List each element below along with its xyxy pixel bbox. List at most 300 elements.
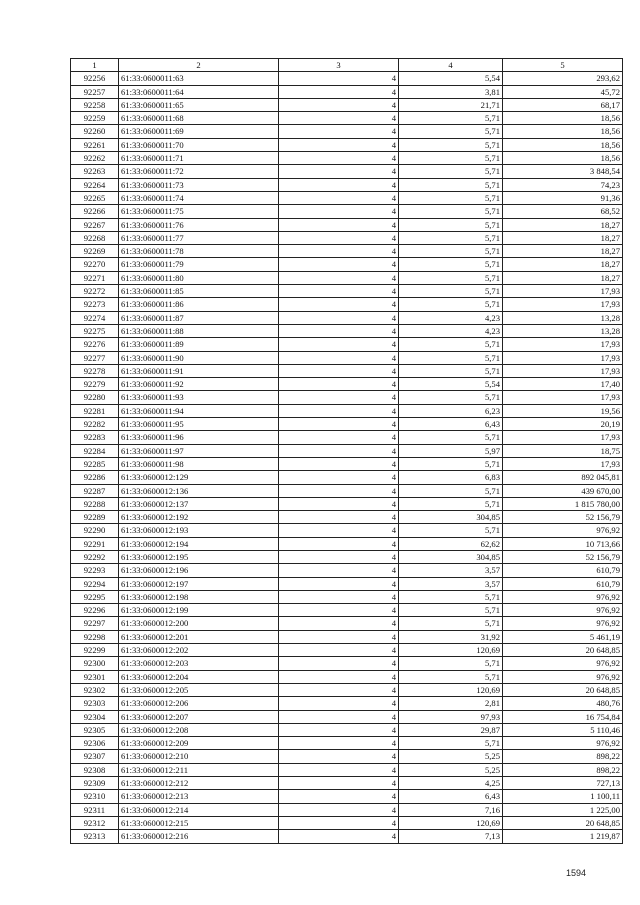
row-number: 92310	[71, 790, 119, 803]
cadastral-number: 61:33:0600012:197	[119, 577, 279, 590]
amount-value: 1 219,87	[503, 830, 623, 843]
group-code: 4	[279, 378, 399, 391]
cadastral-number: 61:33:0600012:129	[119, 471, 279, 484]
cadastral-number: 61:33:0600011:78	[119, 245, 279, 258]
group-code: 4	[279, 577, 399, 590]
table-row	[71, 324, 623, 337]
rate-value: 62,62	[399, 537, 503, 550]
rate-value: 5,71	[399, 338, 503, 351]
row-number: 92282	[71, 418, 119, 431]
group-code: 4	[279, 191, 399, 204]
table-row	[71, 790, 623, 803]
group-code: 4	[279, 298, 399, 311]
rate-value: 5,71	[399, 604, 503, 617]
data-table	[70, 58, 623, 844]
amount-value: 17,93	[503, 457, 623, 470]
table-row	[71, 444, 623, 457]
row-number: 92307	[71, 750, 119, 763]
rate-value: 5,71	[399, 670, 503, 683]
row-number: 92274	[71, 311, 119, 324]
amount-value: 20,19	[503, 418, 623, 431]
row-number: 92302	[71, 683, 119, 696]
cadastral-number: 61:33:0600012:196	[119, 564, 279, 577]
group-code: 4	[279, 431, 399, 444]
cadastral-number: 61:33:0600011:86	[119, 298, 279, 311]
amount-value: 898,22	[503, 763, 623, 776]
row-number: 92297	[71, 617, 119, 630]
rate-value: 5,71	[399, 178, 503, 191]
rate-value: 5,71	[399, 125, 503, 138]
group-code: 4	[279, 511, 399, 524]
cadastral-number: 61:33:0600012:201	[119, 630, 279, 643]
rate-value: 120,69	[399, 683, 503, 696]
group-code: 4	[279, 617, 399, 630]
table-row	[71, 577, 623, 590]
row-number: 92291	[71, 537, 119, 550]
group-code: 4	[279, 418, 399, 431]
cadastral-number: 61:33:0600011:63	[119, 72, 279, 85]
row-number: 92273	[71, 298, 119, 311]
rate-value: 4,25	[399, 777, 503, 790]
cadastral-number: 61:33:0600012:214	[119, 803, 279, 816]
rate-value: 5,71	[399, 138, 503, 151]
table-row	[71, 85, 623, 98]
table-row	[71, 258, 623, 271]
amount-value: 17,93	[503, 338, 623, 351]
group-code: 4	[279, 657, 399, 670]
cadastral-number: 61:33:0600011:94	[119, 404, 279, 417]
row-number: 92271	[71, 271, 119, 284]
row-number: 92277	[71, 351, 119, 364]
group-code: 4	[279, 178, 399, 191]
amount-value: 18,56	[503, 112, 623, 125]
amount-value: 18,75	[503, 444, 623, 457]
group-code: 4	[279, 112, 399, 125]
amount-value: 1 100,11	[503, 790, 623, 803]
group-code: 4	[279, 816, 399, 829]
cadastral-number: 61:33:0600011:64	[119, 85, 279, 98]
row-number: 92309	[71, 777, 119, 790]
amount-value: 18,27	[503, 271, 623, 284]
cadastral-number: 61:33:0600012:194	[119, 537, 279, 550]
cadastral-number: 61:33:0600011:79	[119, 258, 279, 271]
table-row	[71, 564, 623, 577]
amount-value: 976,92	[503, 670, 623, 683]
row-number: 92259	[71, 112, 119, 125]
rate-value: 7,13	[399, 830, 503, 843]
amount-value: 439 670,00	[503, 484, 623, 497]
cadastral-number: 61:33:0600011:80	[119, 271, 279, 284]
header-col-5: 5	[503, 59, 623, 72]
group-code: 4	[279, 245, 399, 258]
group-code: 4	[279, 85, 399, 98]
cadastral-number: 61:33:0600012:137	[119, 497, 279, 510]
row-number: 92280	[71, 391, 119, 404]
rate-value: 4,23	[399, 324, 503, 337]
rate-value: 304,85	[399, 511, 503, 524]
amount-value: 16 754,84	[503, 710, 623, 723]
cadastral-number: 61:33:0600011:73	[119, 178, 279, 191]
amount-value: 74,23	[503, 178, 623, 191]
row-number: 92284	[71, 444, 119, 457]
group-code: 4	[279, 537, 399, 550]
table-row	[71, 777, 623, 790]
table-row	[71, 511, 623, 524]
cadastral-number: 61:33:0600012:202	[119, 644, 279, 657]
group-code: 4	[279, 271, 399, 284]
rate-value: 5,71	[399, 285, 503, 298]
table-row	[71, 418, 623, 431]
amount-value: 727,13	[503, 777, 623, 790]
table-row	[71, 391, 623, 404]
rate-value: 5,71	[399, 737, 503, 750]
row-number: 92296	[71, 604, 119, 617]
table-row	[71, 763, 623, 776]
table-row	[71, 72, 623, 85]
table-row	[71, 311, 623, 324]
amount-value: 18,56	[503, 152, 623, 165]
group-code: 4	[279, 125, 399, 138]
header-row	[71, 59, 623, 72]
group-code: 4	[279, 790, 399, 803]
group-code: 4	[279, 777, 399, 790]
rate-value: 5,71	[399, 298, 503, 311]
table-row	[71, 484, 623, 497]
amount-value: 13,28	[503, 311, 623, 324]
row-number: 92285	[71, 457, 119, 470]
amount-value: 898,22	[503, 750, 623, 763]
amount-value: 18,27	[503, 218, 623, 231]
group-code: 4	[279, 604, 399, 617]
group-code: 4	[279, 723, 399, 736]
cadastral-number: 61:33:0600011:75	[119, 205, 279, 218]
row-number: 92306	[71, 737, 119, 750]
group-code: 4	[279, 338, 399, 351]
row-number: 92258	[71, 98, 119, 111]
rate-value: 5,71	[399, 364, 503, 377]
group-code: 4	[279, 364, 399, 377]
table-row	[71, 657, 623, 670]
row-number: 92308	[71, 763, 119, 776]
table-row	[71, 683, 623, 696]
group-code: 4	[279, 311, 399, 324]
amount-value: 976,92	[503, 737, 623, 750]
cadastral-number: 61:33:0600012:195	[119, 550, 279, 563]
rate-value: 5,25	[399, 750, 503, 763]
group-code: 4	[279, 391, 399, 404]
table-row	[71, 710, 623, 723]
rate-value: 5,71	[399, 152, 503, 165]
amount-value: 1 815 780,00	[503, 497, 623, 510]
amount-value: 18,27	[503, 258, 623, 271]
row-number: 92268	[71, 231, 119, 244]
table-row	[71, 351, 623, 364]
cadastral-number: 61:33:0600012:212	[119, 777, 279, 790]
row-number: 92262	[71, 152, 119, 165]
row-number: 92313	[71, 830, 119, 843]
cadastral-number: 61:33:0600012:210	[119, 750, 279, 763]
amount-value: 19,56	[503, 404, 623, 417]
row-number: 92287	[71, 484, 119, 497]
table-row	[71, 152, 623, 165]
row-number: 92281	[71, 404, 119, 417]
table-row	[71, 590, 623, 603]
group-code: 4	[279, 737, 399, 750]
table-row	[71, 378, 623, 391]
table-row	[71, 644, 623, 657]
cadastral-number: 61:33:0600011:77	[119, 231, 279, 244]
row-number: 92299	[71, 644, 119, 657]
row-number: 92261	[71, 138, 119, 151]
table-row	[71, 816, 623, 829]
row-number: 92266	[71, 205, 119, 218]
amount-value: 610,79	[503, 564, 623, 577]
rate-value: 97,93	[399, 710, 503, 723]
rate-value: 5,71	[399, 258, 503, 271]
amount-value: 976,92	[503, 604, 623, 617]
table-row	[71, 298, 623, 311]
table-row	[71, 338, 623, 351]
table-row	[71, 138, 623, 151]
table-row	[71, 630, 623, 643]
amount-value: 480,76	[503, 697, 623, 710]
row-number: 92270	[71, 258, 119, 271]
rate-value: 5,71	[399, 218, 503, 231]
group-code: 4	[279, 644, 399, 657]
cadastral-number: 61:33:0600011:88	[119, 324, 279, 337]
row-number: 92275	[71, 324, 119, 337]
table-row	[71, 178, 623, 191]
row-number: 92279	[71, 378, 119, 391]
cadastral-number: 61:33:0600012:192	[119, 511, 279, 524]
rate-value: 6,23	[399, 404, 503, 417]
amount-value: 18,56	[503, 138, 623, 151]
row-number: 92303	[71, 697, 119, 710]
amount-value: 20 648,85	[503, 683, 623, 696]
rate-value: 5,71	[399, 484, 503, 497]
group-code: 4	[279, 697, 399, 710]
rate-value: 3,57	[399, 577, 503, 590]
cadastral-number: 61:33:0600011:74	[119, 191, 279, 204]
table-row	[71, 125, 623, 138]
cadastral-number: 61:33:0600011:71	[119, 152, 279, 165]
cadastral-number: 61:33:0600011:87	[119, 311, 279, 324]
row-number: 92295	[71, 590, 119, 603]
group-code: 4	[279, 497, 399, 510]
cadastral-number: 61:33:0600012:193	[119, 524, 279, 537]
cadastral-number: 61:33:0600011:69	[119, 125, 279, 138]
group-code: 4	[279, 590, 399, 603]
cadastral-number: 61:33:0600012:199	[119, 604, 279, 617]
group-code: 4	[279, 231, 399, 244]
row-number: 92283	[71, 431, 119, 444]
row-number: 92278	[71, 364, 119, 377]
table-row	[71, 830, 623, 843]
cadastral-number: 61:33:0600011:90	[119, 351, 279, 364]
group-code: 4	[279, 218, 399, 231]
row-number: 92304	[71, 710, 119, 723]
amount-value: 17,93	[503, 285, 623, 298]
group-code: 4	[279, 444, 399, 457]
amount-value: 976,92	[503, 524, 623, 537]
rate-value: 5,71	[399, 391, 503, 404]
row-number: 92264	[71, 178, 119, 191]
table-row	[71, 205, 623, 218]
rate-value: 21,71	[399, 98, 503, 111]
table-row	[71, 604, 623, 617]
group-code: 4	[279, 457, 399, 470]
rate-value: 5,71	[399, 271, 503, 284]
group-code: 4	[279, 670, 399, 683]
rate-value: 5,54	[399, 378, 503, 391]
group-code: 4	[279, 72, 399, 85]
group-code: 4	[279, 830, 399, 843]
rate-value: 2,81	[399, 697, 503, 710]
rate-value: 5,71	[399, 165, 503, 178]
row-number: 92286	[71, 471, 119, 484]
rate-value: 5,71	[399, 231, 503, 244]
amount-value: 52 156,79	[503, 511, 623, 524]
row-number: 92292	[71, 550, 119, 563]
amount-value: 68,17	[503, 98, 623, 111]
group-code: 4	[279, 258, 399, 271]
group-code: 4	[279, 165, 399, 178]
table-row	[71, 98, 623, 111]
table-row	[71, 231, 623, 244]
rate-value: 304,85	[399, 550, 503, 563]
amount-value: 18,27	[503, 245, 623, 258]
cadastral-number: 61:33:0600012:211	[119, 763, 279, 776]
group-code: 4	[279, 524, 399, 537]
cadastral-number: 61:33:0600011:97	[119, 444, 279, 457]
table-row	[71, 471, 623, 484]
cadastral-number: 61:33:0600011:98	[119, 457, 279, 470]
cadastral-number: 61:33:0600012:204	[119, 670, 279, 683]
group-code: 4	[279, 763, 399, 776]
rate-value: 5,71	[399, 497, 503, 510]
table-row	[71, 245, 623, 258]
table-row	[71, 191, 623, 204]
amount-value: 17,93	[503, 431, 623, 444]
rate-value: 120,69	[399, 644, 503, 657]
row-number: 92300	[71, 657, 119, 670]
row-number: 92267	[71, 218, 119, 231]
amount-value: 52 156,79	[503, 550, 623, 563]
row-number: 92305	[71, 723, 119, 736]
cadastral-number: 61:33:0600011:65	[119, 98, 279, 111]
table-row	[71, 404, 623, 417]
row-number: 92294	[71, 577, 119, 590]
row-number: 92289	[71, 511, 119, 524]
cadastral-number: 61:33:0600012:136	[119, 484, 279, 497]
cadastral-number: 61:33:0600011:72	[119, 165, 279, 178]
table-row	[71, 112, 623, 125]
amount-value: 13,28	[503, 324, 623, 337]
amount-value: 17,93	[503, 298, 623, 311]
rate-value: 3,81	[399, 85, 503, 98]
amount-value: 293,62	[503, 72, 623, 85]
rate-value: 5,71	[399, 431, 503, 444]
table-row	[71, 670, 623, 683]
group-code: 4	[279, 484, 399, 497]
amount-value: 976,92	[503, 590, 623, 603]
table-row	[71, 497, 623, 510]
row-number: 92265	[71, 191, 119, 204]
rate-value: 4,23	[399, 311, 503, 324]
group-code: 4	[279, 630, 399, 643]
rate-value: 7,16	[399, 803, 503, 816]
table-row	[71, 218, 623, 231]
rate-value: 5,71	[399, 590, 503, 603]
amount-value: 5 461,19	[503, 630, 623, 643]
cadastral-number: 61:33:0600011:68	[119, 112, 279, 125]
row-number: 92256	[71, 72, 119, 85]
cadastral-number: 61:33:0600012:205	[119, 683, 279, 696]
rate-value: 6,83	[399, 471, 503, 484]
amount-value: 20 648,85	[503, 644, 623, 657]
amount-value: 976,92	[503, 657, 623, 670]
header-col-3: 3	[279, 59, 399, 72]
row-number: 92301	[71, 670, 119, 683]
rate-value: 5,71	[399, 191, 503, 204]
table-row	[71, 271, 623, 284]
amount-value: 18,27	[503, 231, 623, 244]
group-code: 4	[279, 750, 399, 763]
cadastral-number: 61:33:0600011:89	[119, 338, 279, 351]
table-row	[71, 457, 623, 470]
row-number: 92290	[71, 524, 119, 537]
group-code: 4	[279, 351, 399, 364]
table-row	[71, 723, 623, 736]
amount-value: 10 713,66	[503, 537, 623, 550]
row-number: 92269	[71, 245, 119, 258]
amount-value: 45,72	[503, 85, 623, 98]
cadastral-number: 61:33:0600011:85	[119, 285, 279, 298]
rate-value: 120,69	[399, 816, 503, 829]
group-code: 4	[279, 564, 399, 577]
amount-value: 976,92	[503, 617, 623, 630]
amount-value: 17,40	[503, 378, 623, 391]
group-code: 4	[279, 324, 399, 337]
row-number: 92312	[71, 816, 119, 829]
table-row	[71, 617, 623, 630]
group-code: 4	[279, 710, 399, 723]
amount-value: 3 848,54	[503, 165, 623, 178]
table-row	[71, 697, 623, 710]
amount-value: 17,93	[503, 391, 623, 404]
cadastral-number: 61:33:0600012:208	[119, 723, 279, 736]
rate-value: 5,71	[399, 112, 503, 125]
rate-value: 5,71	[399, 351, 503, 364]
group-code: 4	[279, 803, 399, 816]
amount-value: 5 110,46	[503, 723, 623, 736]
table-row	[71, 803, 623, 816]
cadastral-number: 61:33:0600012:203	[119, 657, 279, 670]
rate-value: 6,43	[399, 418, 503, 431]
rate-value: 3,57	[399, 564, 503, 577]
group-code: 4	[279, 471, 399, 484]
cadastral-number: 61:33:0600011:95	[119, 418, 279, 431]
header-col-1: 1	[71, 59, 119, 72]
cadastral-number: 61:33:0600012:209	[119, 737, 279, 750]
rate-value: 5,71	[399, 617, 503, 630]
cadastral-number: 61:33:0600012:215	[119, 816, 279, 829]
cadastral-number: 61:33:0600012:198	[119, 590, 279, 603]
cadastral-number: 61:33:0600012:213	[119, 790, 279, 803]
rate-value: 31,92	[399, 630, 503, 643]
amount-value: 1 225,00	[503, 803, 623, 816]
cadastral-number: 61:33:0600011:76	[119, 218, 279, 231]
